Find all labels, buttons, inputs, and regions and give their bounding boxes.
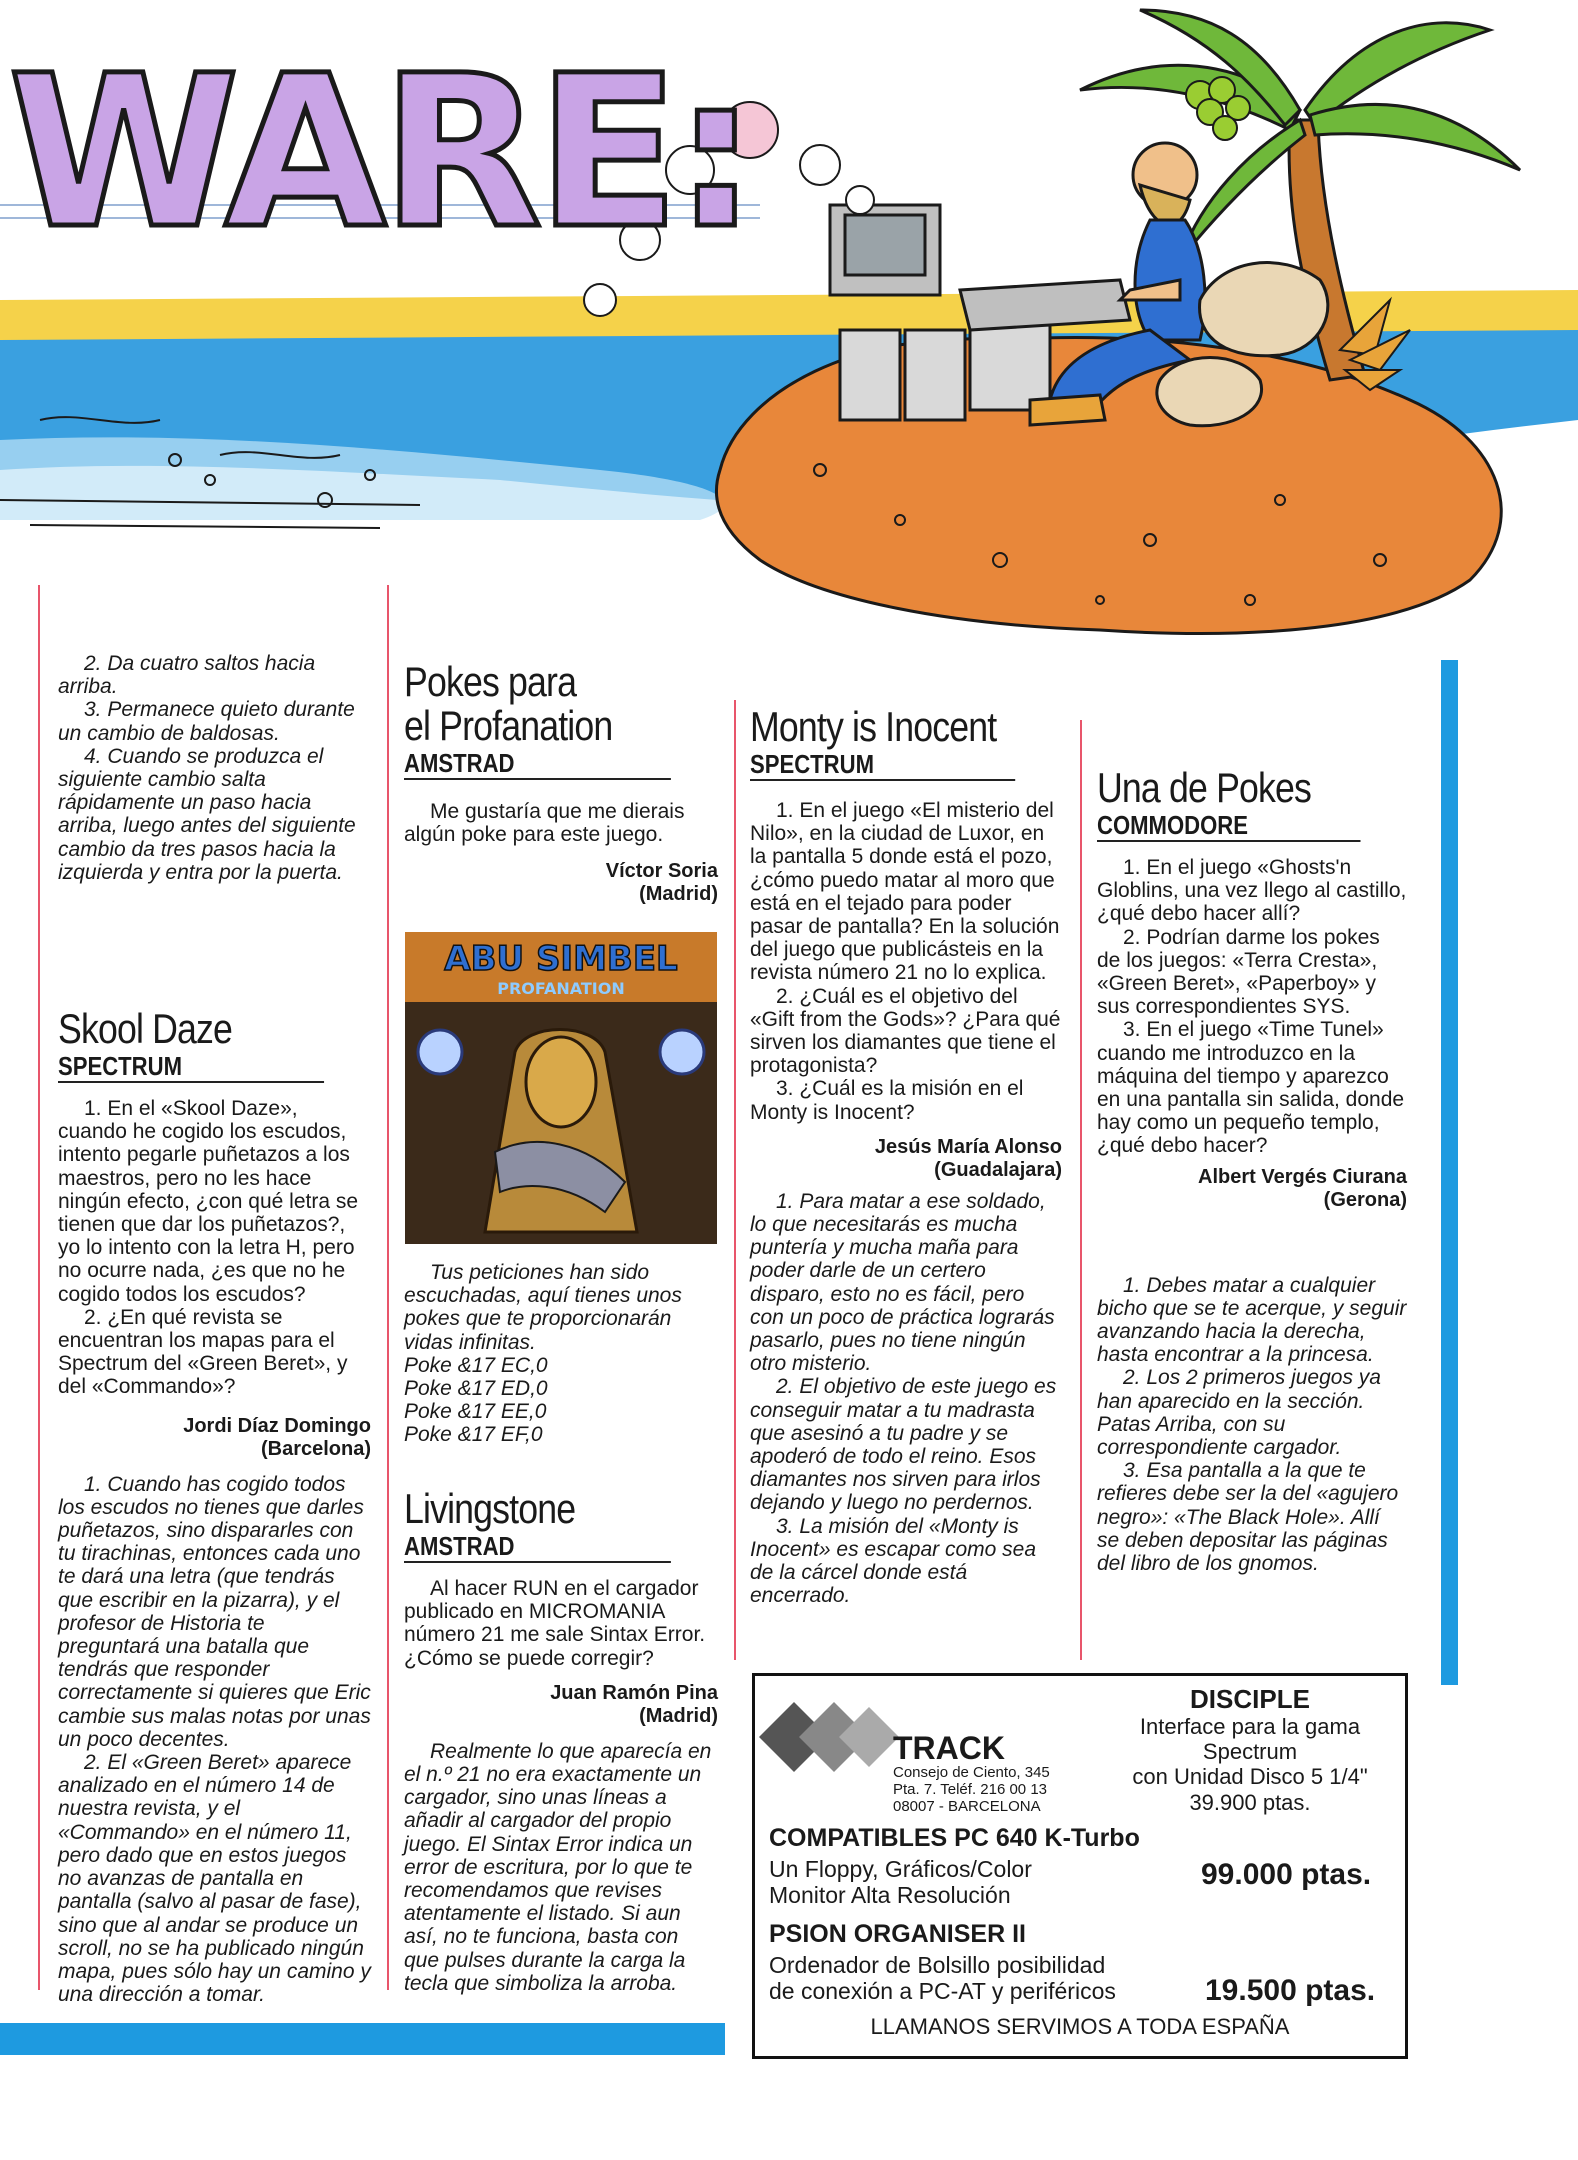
disciple-title: DISCIPLE [1190, 1684, 1310, 1714]
author-name: Jordi Díaz Domingo [183, 1414, 371, 1437]
author-city: (Barcelona) [260, 1437, 371, 1460]
profanation-section [404, 660, 718, 906]
question-text: 1. En el «Skool Daze», cuando he cogido los escudos, intento pegarle puñetazos a los maestros, pero no les hace ningún efecto, ¿con qué letra se tienen que dar los puñetazos?, yo lo intento con la letra H, pero no ocurre nada, ¿es que no he cogido todos los escudos? [58, 1097, 359, 1306]
pokes-section [1097, 766, 1407, 1575]
ad-brand: TRACK [893, 1730, 1005, 1766]
answer-text: 3. Esa pantalla a la que te refieres debe ser la del «agujero negro»: «The Black Hole». Allí se deben depositar las páginas del libro de los gnomos. [1097, 1459, 1399, 1576]
column-rule-left [38, 585, 40, 1990]
answer-text: 3. La misión del «Monty is Inocent» es escapar como sea de la cárcel donde está encerrado. [750, 1514, 1037, 1608]
author-city: (Gerona) [1323, 1188, 1407, 1211]
intro-step: 4. Cuando se produzca el siguiente cambio salta rápidamente un paso hacia arriba, luego antes del siguiente cambio da tres pasos hacia la izquierda y entra por la puerta. [58, 744, 356, 884]
pc-title: COMPATIBLES PC 640 K-Turbo [769, 1824, 1140, 1852]
section-platform: COMMODORE [1097, 810, 1361, 842]
blue-bar-right [1441, 660, 1458, 1685]
logo-text: WARE: [8, 30, 752, 275]
psion-line: Ordenador de Bolsillo posibilidad [769, 1952, 1106, 1978]
header-illustration [0, 0, 1578, 660]
disciple-line: Spectrum [1202, 1739, 1298, 1764]
author-name: Víctor Soria [605, 860, 718, 883]
blue-bar-bottom [0, 2023, 725, 2055]
author-name: Albert Vergés Ciurana [1198, 1165, 1407, 1188]
author-city: (Madrid) [639, 1704, 718, 1727]
poke-line: Poke &17 EE,0 [404, 1400, 547, 1424]
answer-text: 2. Los 2 primeros juegos ya han aparecido en la sección. Patas Arriba, con su correspondiente cargador. [1097, 1366, 1381, 1460]
section-platform: SPECTRUM [58, 1051, 324, 1083]
section-title: Skool Daze [58, 1005, 233, 1052]
answer-text: 2. El «Green Beret» aparece analizado en el número 14 de nuestra revista, y el «Commando» en el número 11, pero dado que en estos juegos no avanzas de pantalla en pantalla (salvo al pasar de fase), sino que al andar se produce un scroll, no se ha publicado ningún mapa, pues sólo hay un camino y una dirección a tomar. [58, 1751, 371, 2007]
question-text: 3. En el juego «Time Tunel» cuando me introduzco en la máquina del tiempo y aparezco en una pantalla sin salida, donde hay como un pequeño templo, ¿qué debo hacer? [1097, 1018, 1405, 1158]
psion-line: de conexión a PC-AT y periféricos [769, 1978, 1116, 2004]
monty-section [750, 705, 1062, 1608]
author-city: (Guadalajara) [934, 1158, 1062, 1181]
question-text: 3. ¿Cuál es la misión en el Monty is Inocent? [750, 1077, 1024, 1124]
pc-line: Monitor Alta Resolución [769, 1882, 1011, 1908]
question-text: 2. ¿En qué revista se encuentran los mapas para el Spectrum del «Green Beret», y del «Commando»? [58, 1305, 348, 1399]
poke-line: Poke &17 EC,0 [404, 1353, 548, 1377]
question-text: Al hacer RUN en el cargador publicado en MICROMANIA número 21 me sale Sintax Error. ¿Cómo se puede corregir? [404, 1577, 706, 1670]
answer-text: 1. Debes matar a cualquier bicho que se te acerque, y seguir avanzando hacia la derecha, hasta encontrar a la princesa. [1097, 1273, 1407, 1367]
intro-step: 3. Permanece quieto durante un cambio de baldosas. [58, 698, 355, 745]
track-logo-icon [759, 1702, 899, 1772]
cover-art [405, 932, 717, 1244]
pc-line: Un Floppy, Gráficos/Color [769, 1856, 1032, 1882]
game-cover-image [405, 932, 717, 1244]
question-text: 2. ¿Cuál es el objetivo del «Gift from the Gods»? ¿Para qué sirven los diamantes que tiene el protagonista? [750, 984, 1061, 1078]
answer-text: 1. Cuando has cogido todos los escudos no tienes que darles puñetazos, sino dispararles con tu tirachinas, entonces cada uno te dará una letra (que tendrás que escribir en la pizarra), y el profesor de Historia te preguntará una batalla que tendrás que responder correctamente si quieres que Eric cambie sus malas notas por unas un poco decentes. [58, 1472, 371, 1751]
disciple-price: 39.900 ptas. [1189, 1790, 1311, 1815]
answer-text: Tus peticiones han sido escuchadas, aquí tienes unos pokes que te proporcionarán vidas infinitas. [404, 1261, 682, 1354]
section-platform: AMSTRAD [404, 1531, 671, 1563]
track-advertisement [752, 1673, 1408, 2059]
question-text: 1. En el juego «Ghosts'n Globlins, una vez llego al castillo, ¿qué debo hacer allí? [1097, 856, 1407, 926]
logo-ware [8, 30, 752, 275]
intro-step: 2. Da cuatro saltos hacia arriba. [58, 652, 316, 699]
question-text: Me gustaría que me dierais algún poke para este juego. [404, 800, 685, 847]
answer-text: 2. El objetivo de este juego es conseguir matar a tu madrasta que asesinó a tu padre y se apoderó de todo el reino. Esos diamantes nos sirven para irlos dejando y luego no perdernos. [750, 1375, 1057, 1515]
poke-line: Poke &17 EF,0 [404, 1423, 543, 1447]
column-1 [58, 652, 371, 884]
section-title: Livingstone [404, 1485, 576, 1532]
answer-text: 1. Para matar a ese soldado, lo que necesitarás es mucha puntería y mucha maña para poder darle de un certero disparo, esto no es fácil, pero con un poco de práctica lograrás pasarlo, pues no tiene ningún otro misterio. [750, 1189, 1055, 1376]
author-city: (Madrid) [639, 883, 718, 906]
profanation-answer [404, 1261, 718, 1447]
ad-address-line: Pta. 7. Teléf. 216 00 13 [893, 1781, 1048, 1798]
section-title-line2: el Profanation [404, 702, 613, 749]
column-rule-3 [1080, 720, 1082, 1660]
poke-line: Poke &17 ED,0 [404, 1377, 548, 1401]
disciple-line: Interface para la gama [1139, 1714, 1361, 1739]
psion-price: 19.500 ptas. [1205, 1974, 1376, 2007]
livingstone-section [404, 1487, 718, 1995]
question-text: 1. En el juego «El misterio del Nilo», en la ciudad de Luxor, en la pantalla 5 donde está el pozo, ¿cómo puedo matar al moro que está en el tejado para poder pasar de pantalla? En la solución del juego que publicásteis en la revista número 21 no lo explica. [750, 799, 1060, 985]
answer-text: Realmente lo que aparecía en el n.º 21 no era exactamente un cargador, sino unas líneas a añadir al cargador del propio juego. El Sintax Error indica un error de escritura, por lo que te recomendamos que revises atentamente el listado. Si aun así, no te funciona, basta con que pulses durante la carga la tecla que simboliza la arroba. [404, 1739, 712, 1995]
ad-address-line: 08007 - BARCELONA [893, 1798, 1041, 1815]
cover-title: ABU SIMBEL [444, 939, 678, 979]
disciple-line: con Unidad Disco 5 1/4" [1132, 1764, 1368, 1789]
skool-daze-section [58, 1007, 371, 2006]
psion-title: PSION ORGANISER II [769, 1920, 1026, 1948]
section-title: Una de Pokes [1097, 764, 1312, 811]
ad-footer: LLAMANOS SERVIMOS A TODA ESPAÑA [870, 2014, 1290, 2039]
cover-subtitle: PROFANATION [497, 979, 625, 998]
section-title: Monty is Inocent [750, 703, 997, 750]
ad-address-line: Consejo de Ciento, 345 [893, 1764, 1050, 1781]
pc-price: 99.000 ptas. [1201, 1858, 1372, 1891]
column-rule-1 [387, 585, 389, 1990]
author-name: Juan Ramón Pina [550, 1681, 718, 1704]
section-platform: AMSTRAD [404, 748, 671, 780]
column-rule-2 [734, 700, 736, 1660]
question-text: 2. Podrían darme los pokes de los juegos: «Terra Cresta», «Green Beret», «Paperboy» y sus correspondientes SYS. [1097, 925, 1380, 1019]
author-name: Jesús María Alonso [874, 1135, 1062, 1158]
section-title-line1: Pokes para [404, 658, 577, 705]
section-platform: SPECTRUM [750, 749, 1015, 781]
